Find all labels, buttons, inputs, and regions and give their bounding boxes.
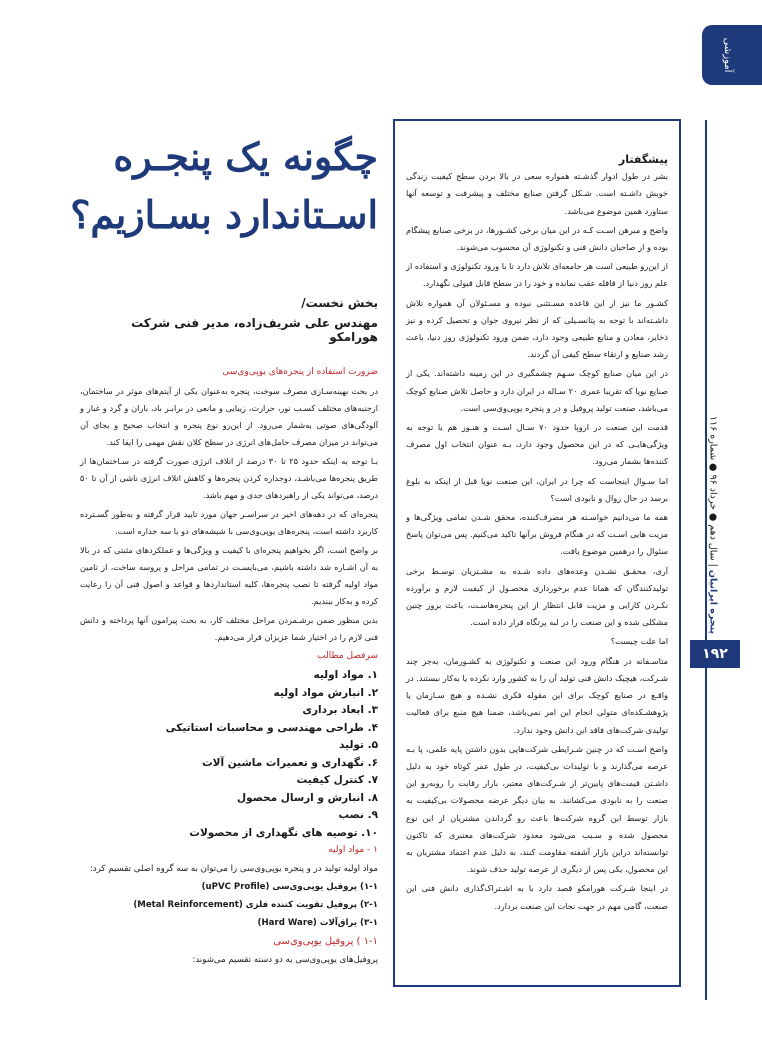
author-line: مهندس علی شریف‌زاده، مدیر فنی شرکت هورامکو bbox=[131, 316, 378, 344]
article-title bbox=[70, 128, 378, 244]
material-group: ۱-۱) پروفیل یو‌پی‌وی‌سی (uPVC Profile) bbox=[201, 882, 378, 892]
paragraph: متاسـفانه در هنگام ورود این صنعت و تکنولوژی به کشـورمان، به‌جز چند شـرکت، هیچیک دانش فنی تولید آن را به کشور وارد نکرده یا به‌کار نبستند. در واقـع در صنایع کوچک برای این مقوله فکری نشـده و هیچ سـازمان یا پژوهشـکده‌ای متولی انجام این امر نمی‌باشد، ضمنا هیچ منبع برای فعالیت تولیدی شرکت‌های فاقد این دانش وجود ندارد. bbox=[406, 655, 668, 735]
material-group: ۲-۱) پروفیل تقویت کننده فلزی (Metal Reinforcement) bbox=[133, 900, 378, 910]
list-item: ۸. انبارش و ارسال محصول bbox=[237, 791, 378, 804]
paragraph: واضح اسـت که در چنین شـرایطی شرکت‌هایی بدون داشتن پایه علمی، پا بـه عرصه می‌گذارند و با تولیدات بی‌کیفیت، در طول عمر کوتاه خود به دلیل داشـتن قیمت‌های پایین‌تر از شـرکت‌های معتبر، بازار رقابت را روبه‌رو این صنعت را به نابودی می‌کشانند. به بیان دیگر عرضه محصولات بی‌کیفیت به بازار توسط این گروه شرکت‌ها باعث رو گرداندن مشتریان از این نوع محصول شده و سـبب می‌شود معدود شرکت‌های معتبری که تاکنون توانسته‌اند دراین بازار آشفته مقاومت کنند، به دلیل عدم اعتماد مشتریان به این محصول، یکی پس از دیگری از عرصه تولید حذف شوند. bbox=[406, 743, 668, 875]
heading-upvc-profile: ۱-۱ ) پروفیل یو‌پی‌وی‌سی bbox=[273, 936, 378, 947]
list-item: ۱. مواد اولیه bbox=[313, 669, 378, 681]
paragraph: بدین منظور ضمن برشـمردن مراحل مختلف کار، به بحث پیرامون آنها پرداخته و دانش فنی لازم را در اختیار شما عزیزان قرار می‌دهیم. bbox=[80, 615, 378, 642]
contents-list bbox=[80, 667, 378, 842]
list-item: ۵. تولید bbox=[339, 739, 378, 751]
issue-details: | سال دهم ● خرداد ۹۶ ● شماره ۱۱۶ bbox=[707, 415, 719, 567]
section-tag: بخش نخست/ bbox=[301, 296, 378, 310]
preface-box bbox=[393, 119, 681, 987]
paragraph: در بحث بهینه‌سـازی مصرف سوخت، پنجره به‌عنوان یکی از آیتم‌های موثر در ساختمان، ازجنبه‌های مختلف کسـب نور، حرارت، زیبایی و مانعی در برابـر باد، باران و گرد و غبار و آلودگی‌های صوتی به‌شمار می‌رود. از این‌رو نوع پنجره و انتخاب صحیح و بجای آن می‌تواند در میزان مصرف حامل‌های انرژی در سطح کلان نقش مهمی را ایفا کند. bbox=[80, 386, 378, 447]
issue-info bbox=[693, 415, 733, 635]
heading-materials: ۱ - مواد اولیه bbox=[328, 845, 378, 855]
title-line-1: چگونه یک پنجـره bbox=[113, 134, 378, 179]
paragraph: بشر در طول ادوار گذشـته همواره سعی در بالا بردن سطح کیفیت زندگی خویش داشـته است. شـکل گرفتن صنایع مختلف و پیشرفت و توسعه آنها ستاورد همین موضوع می‌باشد. bbox=[406, 171, 668, 216]
paragraph: از این‌رو طبیعی است هر جامعه‌ای تلاش دارد تا با ورود تکنولوژی و استفاده از علم روز دنیا از قافله عقب نمانده و خود را در سطح قابل قبولی نگهدارد. bbox=[406, 261, 668, 289]
title-line-2: اسـتاندارد بسـازیم؟ bbox=[70, 192, 378, 237]
section-tab bbox=[702, 25, 762, 85]
magazine-name: پنجره ایرانیان bbox=[707, 569, 719, 635]
materials-intro: مواد اولیه تولید در و پنجره یو‌پی‌وی‌سی را می‌توان به سه گروه اصلی تقسیم کرد: bbox=[89, 864, 378, 874]
paragraph: پنجره‌ای که در دهه‌های اخیر در سراسـر جهان مورد تایید قرار گرفته و به‌طور گسـترده کاربرد داشته است، پنجره‌های یو‌پی‌وی‌سی با شیشه‌های دو یا سه جداره است. bbox=[80, 509, 378, 536]
list-item: ۲. انبارش مواد اولیه bbox=[273, 686, 378, 699]
list-item: ۷. کنترل کیفیت bbox=[296, 774, 378, 786]
paragraph: بـا توجه به اینکه حدود ۲۵ تا ۳۰ درصد از اتلاف انرژی صورت گرفته در سـاختمان‌ها از طریق پنجره‌ها می‌باشـد، دوجداره کردن پنجره‌ها و کاهش اتلاف انرژی ناشی از آن تا ۵۰ درصد، می‌تواند یکی از راهبردهای جدی و مهم باشد. bbox=[80, 456, 378, 500]
paragraph: در اینجا شـرکت هورامکو قصد دارد با به اشـتراک‌گذاری دانش فنی این صنعت، گامی مهم در جهت نجات این صنعت بردارد. bbox=[406, 883, 668, 911]
heading-contents: سرفصل مطالب bbox=[317, 651, 378, 661]
left-column bbox=[80, 364, 378, 970]
heading-necessity: ضرورت استفاده از پنجره‌های یو‌پی‌وی‌سی bbox=[222, 367, 378, 377]
list-item: ۹. نصب bbox=[338, 809, 378, 821]
paragraph: اما سـوال اینجاست که چرا در ایران، این صنعت نوپا قبل از اینکه به بلوغ برسد در حال زوال و نابودی است؟ bbox=[406, 475, 668, 503]
paragraph: قدمت این صنعت در اروپا حدود ۷۰ سـال اسـت و هنـوز هم با توجه به ویژگی‌هایـی که در این محصول وجود دارد، بـه عنوان انتخاب اول مصرف کننده‌ها بشمار می‌رود. bbox=[406, 422, 669, 467]
paragraph: کشـور ما نیز از این قاعده مسـتثنی نبوده و مسـئولان آن همواره تلاش داشـته‌اند با توجه به پتانسـیلی که از نظر نیروی جوان و تحصیل کرده و نیز ذخایر، معادن و منابع طبیعی وجود دارد، ضمن ورود تکنولوژی روز دنیا، باعث رشد صنایع و ارتقاء سطح کیفی آن گردند. bbox=[406, 297, 668, 360]
question-line: اما علت چیست؟ bbox=[610, 636, 668, 647]
list-item: ۳. ابعاد برداری bbox=[302, 704, 378, 716]
paragraph: واضح و مبرهن اسـت کـه در این میان برخی کشـورها، در برخی صنایع پیشگام بوده و از صاحبان دانش فنی و تکنولوژی آن محسوب می‌شوند. bbox=[406, 224, 668, 253]
paragraph: آری، محقـق نشـدن وعده‌های داده شـده به مشـتریان توسـط برخی تولیدکنندگان که همانا عدم برخورداری محصـول از کیفیت لازم و برآورده نکـردن کارایی و مزیت قابل انتظار از این پنجره‌هاسـت، باعث بروز چنین مشکلی شده و این صنعت را در لبه پرتگاه قرار داده است. bbox=[406, 565, 668, 628]
list-item: ۱۰. توصیه های نگهداری از محصولات bbox=[189, 826, 378, 839]
material-group: ۳-۱) یراق‌آلات (Hard Ware) bbox=[257, 918, 378, 928]
paragraph: همه ما می‌دانیم خواسـته هر مصرف‌کننده، محقق شـدن تمامی ویژگی‌ها و مزیت هایی اسـت که در هنگام فروش برآنها تاکید می‌کنیم. پس می‌توان پاسخ سئوال را درهمین موضوع یافت. bbox=[406, 512, 668, 557]
preface-heading: پیشگفتار bbox=[618, 153, 668, 166]
paragraph: بر واضح است، اگر بخواهیم پنجره‌ای با کیفیت و ویژگی‌ها و عملکردهای مثبتی که در بالا به آن اشـاره شد داشته باشیم، می‌بایسـت در تمامی مراحل و پروسه ساخت، از تامین مواد اولیه گرفته تا نصب پنجره‌ها، کلیه استانداردها و قواعد و اصول فنی آن را رعایت کرده و به‌کار ببندیم. bbox=[80, 545, 378, 606]
list-item: ۴. طراحی مهندسی و محاسبات استاتیکی bbox=[165, 721, 378, 734]
page-number: ۱۹۲ bbox=[690, 640, 740, 668]
section-label: آموزشی bbox=[721, 37, 733, 73]
paragraph: در این میان صنایع کوچک سـهم چشمگیری در این زمینه داشته‌اند. یکی از صنایع نوپا که تقریبا عمری ۲۰ سـاله در ایران دارد و حاصل تلاش صنایع کوچک می‌باشد، صنعت تولید پروفیل و در و پنجره یو‌پی‌وی‌سی است. bbox=[406, 368, 668, 413]
list-item: ۶. نگهداری و تعمیرات ماشین آلات bbox=[202, 756, 378, 769]
paragraph: پروفیل‌های یو‌پی‌وی‌سی به دو دسته تقسیم می‌شوند: bbox=[192, 955, 378, 965]
